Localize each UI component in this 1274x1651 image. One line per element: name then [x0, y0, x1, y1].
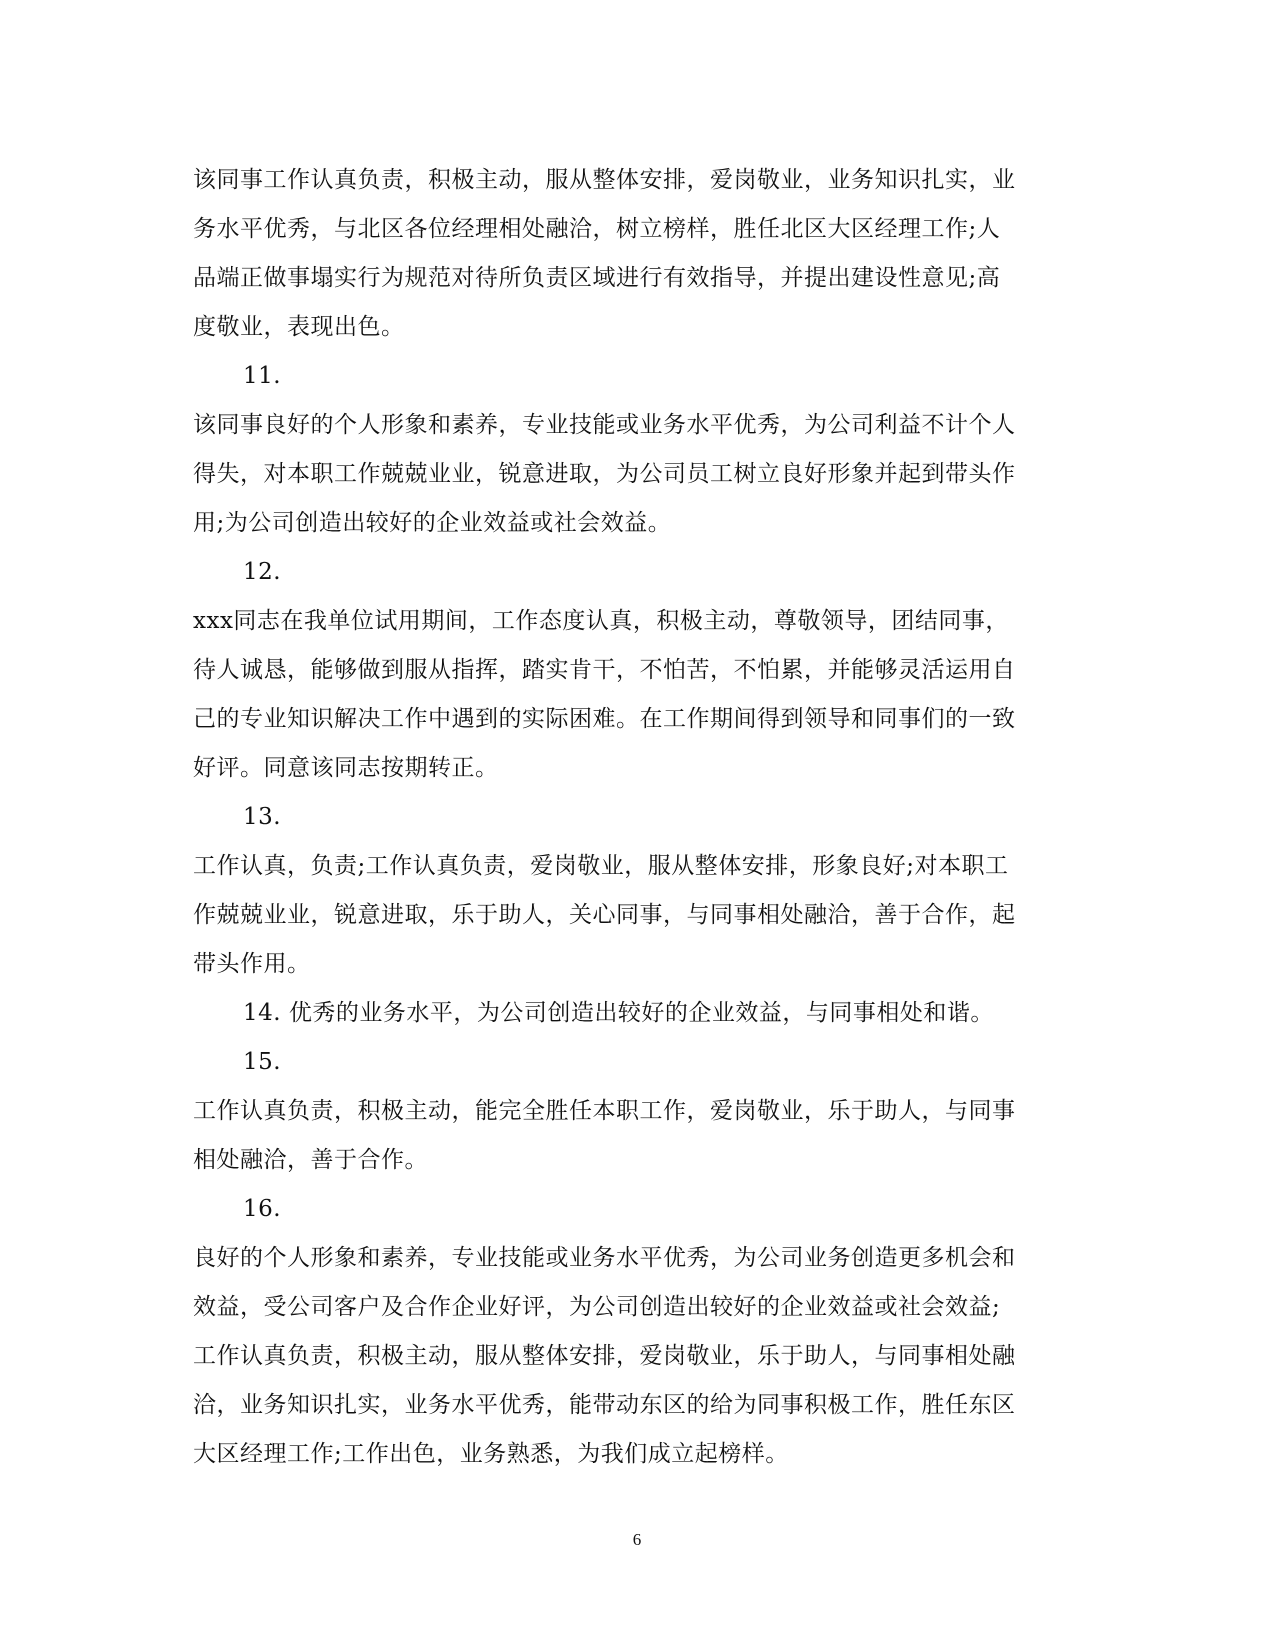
paragraph-line: 工作认真负责，积极主动，能完全胜任本职工作，爱岗敬业，乐于助人，与同事 [193, 1098, 1016, 1124]
paragraph-line: 带头作用。 [193, 951, 311, 977]
list-item-number-line: 15. [243, 1049, 282, 1075]
paragraph-line: 度敬业，表现出色。 [193, 314, 405, 340]
list-item-number-line: 16. [243, 1196, 282, 1222]
paragraph-line: 待人诚恳，能够做到服从指挥，踏实肯干，不怕苦，不怕累，并能够灵活运用自 [193, 657, 1016, 683]
paragraph-line: 品端正做事塌实行为规范对待所负责区域进行有效指导，并提出建设性意见;高 [193, 265, 1001, 291]
paragraph-line: 己的专业知识解决工作中遇到的实际困难。在工作期间得到领导和同事们的一致 [193, 706, 1016, 732]
list-item-number-line: 12. [243, 559, 282, 585]
paragraph-line: 得失，对本职工作兢兢业业，锐意进取，为公司员工树立良好形象并起到带头作 [193, 461, 1016, 487]
paragraph-line: xxx同志在我单位试用期间，工作态度认真，积极主动，尊敬领导，团结同事， [193, 608, 1009, 634]
paragraph-line: 好评。同意该同志按期转正。 [193, 755, 499, 781]
paragraph-line: 效益，受公司客户及合作企业好评，为公司创造出较好的企业效益或社会效益; [193, 1294, 1001, 1320]
paragraph-line: 大区经理工作;工作出色，业务熟悉，为我们成立起榜样。 [193, 1441, 789, 1467]
list-item-number-line: 11. [243, 363, 282, 389]
paragraph-line: 务水平优秀，与北区各位经理相处融洽，树立榜样，胜任北区大区经理工作;人 [193, 216, 1001, 242]
paragraph-line: 相处融洽，善于合作。 [193, 1147, 428, 1173]
paragraph-line: 该同事工作认真负责，积极主动，服从整体安排，爱岗敬业，业务知识扎实，业 [193, 167, 1016, 193]
paragraph-line: 作兢兢业业，锐意进取，乐于助人，关心同事，与同事相处融洽，善于合作，起 [193, 902, 1016, 928]
list-item-number-line: 13. [243, 804, 282, 830]
paragraph-line: 工作认真，负责;工作认真负责，爱岗敬业，服从整体安排，形象良好;对本职工 [193, 853, 1009, 879]
paragraph-line: 该同事良好的个人形象和素养，专业技能或业务水平优秀，为公司利益不计个人 [193, 412, 1016, 438]
page-number: 6 [632, 1530, 642, 1549]
paragraph-line: 用;为公司创造出较好的企业效益或社会效益。 [193, 510, 672, 536]
paragraph-line: 良好的个人形象和素养，专业技能或业务水平优秀，为公司业务创造更多机会和 [193, 1245, 1016, 1271]
list-item-number-line: 14. 优秀的业务水平，为公司创造出较好的企业效益，与同事相处和谐。 [243, 1000, 994, 1026]
paragraph-line: 洽，业务知识扎实，业务水平优秀，能带动东区的给为同事积极工作，胜任东区 [193, 1392, 1016, 1418]
paragraph-line: 工作认真负责，积极主动，服从整体安排，爱岗敬业，乐于助人，与同事相处融 [193, 1343, 1016, 1369]
document-body [193, 156, 1073, 1479]
